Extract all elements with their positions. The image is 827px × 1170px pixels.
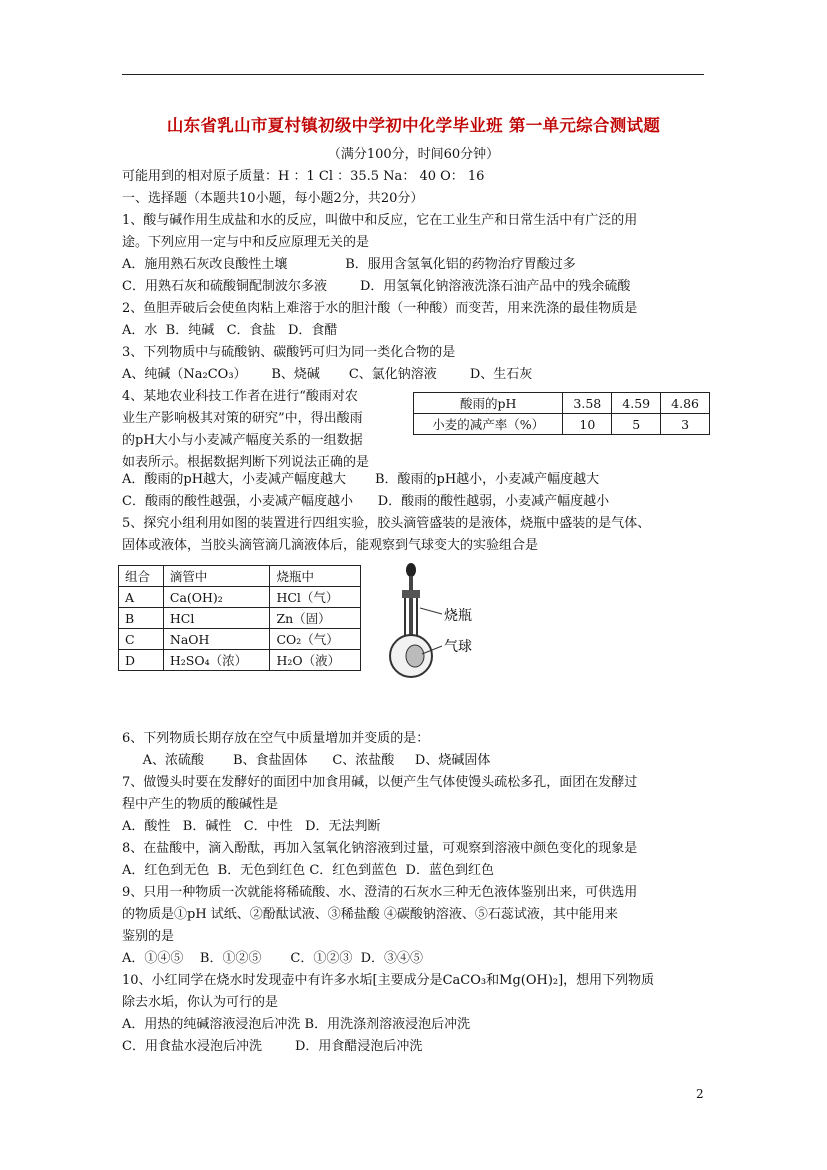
table-cell: 5 [612,414,661,435]
q7-stem-2: 程中产生的物质的酸碱性是 [122,797,279,812]
flask-pointer-line [420,608,442,614]
q8-options: A．红色到无色 B．无色到红色 C．红色到蓝色 D．蓝色到红色 [122,863,494,878]
table-cell: HCl [163,608,270,629]
q1-stem: 1、酸与碱作用生成盐和水的反应，叫做中和反应，它在工业生产和日常生活中有广泛的用 [122,213,638,228]
q10-stem-1: 10、小红同学在烧水时发现壶中有许多水垢[主要成分是CaCO₃和Mg(OH)₂]，想用下列物质 [122,973,655,988]
table-header: 组合 [119,566,164,587]
flask-apparatus-figure [382,560,497,685]
table-cell: Zn（固） [270,608,361,629]
table-cell: CO₂（气） [270,629,361,650]
table-header: 烧瓶中 [270,566,361,587]
q5-stem-2: 固体或液体，当胶头滴管滴几滴液体后，能观察到气球变大的实验组合是 [122,538,539,553]
table-cell: D [119,650,164,671]
header-rule [122,74,704,75]
q7-stem-1: 7、做馒头时要在发酵好的面团中加食用碱，以便产生气体使馒头疏松多孔，面团在发酵过 [122,775,638,790]
q9-options: A．①④⑤ B．①②⑤ C．①②③ D．③④⑤ [122,951,424,966]
table-cell: 4.59 [612,393,661,414]
table-row [119,587,361,608]
q4-options-cd: C．酸雨的酸性越强，小麦减产幅度越小 D．酸雨的酸性越弱，小麦减产幅度越小 [122,494,610,509]
table-cell: 小麦的减产率（%） [414,414,563,435]
table-cell: B [119,608,164,629]
table-row [119,608,361,629]
q1-stem-2: 途。下列应用一定与中和反应原理无关的是 [122,235,370,250]
table-cell: 3 [661,414,710,435]
balloon [406,645,424,667]
table-cell: Ca(OH)₂ [163,587,270,608]
table-row [414,414,710,435]
q2-options: A．水 B．纯碱 C．食盐 D．食醋 [122,323,338,338]
q9-stem-3: 鉴别的是 [122,929,175,944]
table-cell: 4.86 [661,393,710,414]
q10-options-cd: C．用食盐水浸泡后冲洗 D．用食醋浸泡后冲洗 [122,1039,423,1054]
table-row [119,566,361,587]
q6-stem: 6、下列物质长期存放在空气中质量增加并变质的是： [122,731,430,746]
table-cell: H₂SO₄（浓） [163,650,270,671]
q10-options-ab: A．用热的纯碱溶液浸泡后冲洗 B．用洗涤剂溶液浸泡后冲洗 [122,1017,471,1032]
table-cell: C [119,629,164,650]
q2-stem: 2、鱼胆弄破后会使鱼肉粘上难溶于水的胆汁酸（一种酸）而变苦，用来洗涤的最佳物质是 [122,301,638,316]
q1-options-ab: A．施用熟石灰改良酸性土壤 B．服用含氢氧化铝的药物治疗胃酸过多 [122,257,576,272]
table-row [119,650,361,671]
page-title: 山东省乳山市夏村镇初级中学初中化学毕业班 第一单元综合测试题 [166,116,661,135]
balloon-label: 气球 [444,639,472,655]
table-cell: HCl（气） [270,587,361,608]
page-number: 2 [696,1087,704,1101]
q4-options-ab: A．酸雨的pH越大，小麦减产幅度越大 B．酸雨的pH越小，小麦减产幅度越大 [122,472,600,487]
q4-stem-4: 如表所示。根据数据判断下列说法正确的是 [122,455,370,470]
experiment-table [118,565,361,671]
q4-stem-2: 业生产影响极其对策的研究”中，得出酸雨 [122,411,363,426]
table-cell: 10 [563,414,612,435]
q7-options: A．酸性 B．碱性 C．中性 D．无法判断 [122,819,381,834]
table-header: 滴管中 [163,566,270,587]
q1-options-cd: C．用熟石灰和硫酸铜配制波尔多液 D．用氢氧化钠溶液洗涤石油产品中的残余硫酸 [122,279,631,294]
q10-stem-2: 除去水垢，你认为可行的是 [122,995,279,1010]
stopper [402,590,420,598]
q5-stem-1: 5、探究小组利用如图的装置进行四组实验，胶头滴管盛装的是液体，烧瓶中盛装的是气体、 [122,516,651,531]
flask-label: 烧瓶 [444,608,472,624]
exam-info: （满分100分，时间60分钟） [327,147,500,162]
table-cell: 酸雨的pH [414,393,563,414]
table-cell: H₂O（液） [270,650,361,671]
q4-stem-3: 的pH大小与小麦减产幅度关系的一组数据 [122,433,363,448]
q8-stem: 8、在盐酸中，滴入酚酞，再加入氢氧化钠溶液到过量，可观察到溶液中颜色变化的现象是 [122,841,638,856]
table-row [119,629,361,650]
section-heading: 一、选择题（本题共10小题，每小题2分，共20分） [122,191,424,206]
table-cell: 3.58 [563,393,612,414]
table-cell: NaOH [163,629,270,650]
dropper-tube [409,576,413,636]
q3-options: A、纯碱（Na₂CO₃） B、烧碱 C、氯化钠溶液 D、生石灰 [122,367,533,382]
ph-table [413,392,710,435]
dropper-bulb [406,563,416,577]
q4-stem-1: 4、某地农业科技工作者在进行“酸雨对农 [122,389,358,404]
q9-stem-2: 的物质是①pH 试纸、②酚酞试液、③稀盐酸 ④碳酸钠溶液、⑤石蕊试液，其中能用来 [122,907,618,922]
q6-options: A、浓硫酸 B、食盐固体 C、浓盐酸 D、烧碱固体 [122,753,491,768]
table-cell: A [119,587,164,608]
table-row [414,393,710,414]
atomic-mass-line: 可能用到的相对原子质量：H ：1 Cl ：35.5 Na： 40 O： 16 [122,169,485,184]
q3-stem: 3、下列物质中与硫酸钠、碳酸钙可归为同一类化合物的是 [122,345,456,360]
q9-stem-1: 9、只用一种物质一次就能将稀硫酸、水、澄清的石灰水三种无色液体鉴别出来，可供选用 [122,885,638,900]
